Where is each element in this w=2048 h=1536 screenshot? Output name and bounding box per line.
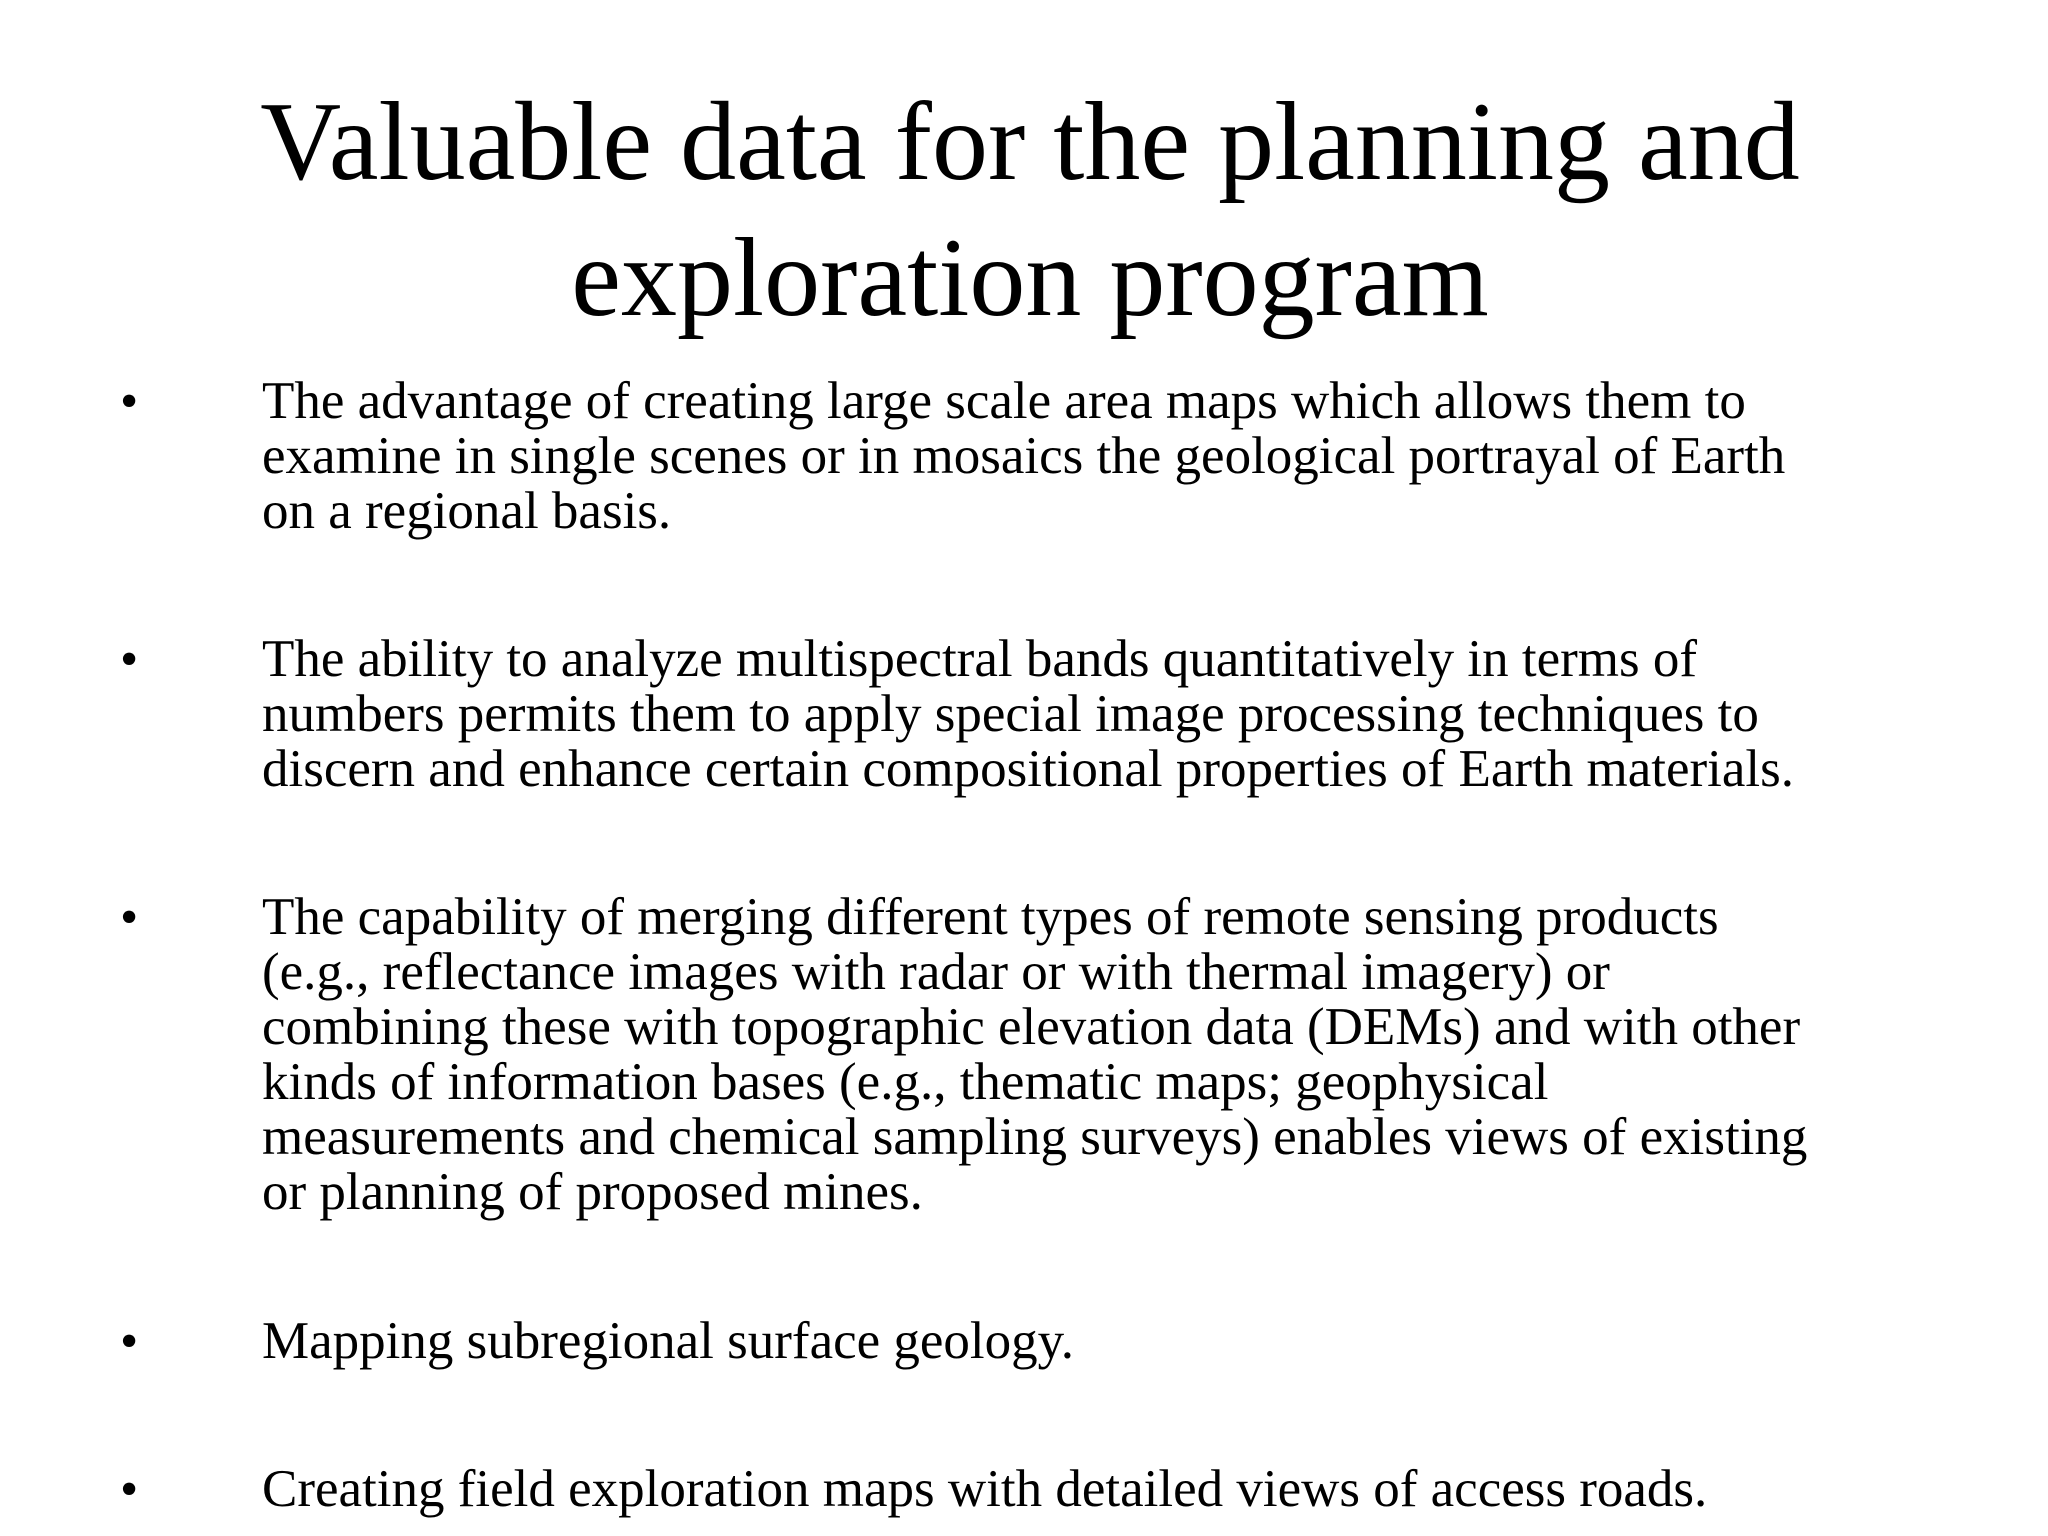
bullet-marker: •	[120, 373, 139, 430]
bullet-line: or planning of proposed mines.	[262, 1163, 923, 1221]
bullet-text	[262, 1462, 1962, 1517]
bullet-line: Mapping subregional surface geology.	[262, 1312, 1074, 1370]
bullet-marker: •	[120, 631, 139, 688]
bullet-marker: •	[120, 889, 139, 946]
bullet-line: examine in single scenes or in mosaics the geological portrayal of Earth	[262, 427, 1786, 485]
slide-title-line-1: Valuable data for the planning and	[260, 80, 1800, 204]
bullet-line: numbers permits them to apply special image processing techniques to	[262, 685, 1759, 743]
bullet-text	[262, 374, 1962, 539]
bullet-line: (e.g., reflectance images with radar or with thermal imagery) or	[262, 943, 1610, 1001]
bullet-text	[262, 890, 1962, 1220]
bullet-text	[262, 1314, 1962, 1369]
bullet-line: The capability of merging different types of remote sensing products	[262, 888, 1719, 946]
bullet-line: The ability to analyze multispectral bands quantitatively in terms of	[262, 630, 1698, 688]
bullet-marker: •	[120, 1313, 139, 1370]
bullet-line: Creating field exploration maps with detailed views of access roads.	[262, 1460, 1708, 1518]
bullet-line: measurements and chemical sampling surveys) enables views of existing	[262, 1108, 1808, 1166]
bullet-line: The advantage of creating large scale area maps which allows them to	[262, 372, 1746, 430]
bullet-line: combining these with topographic elevation data (DEMs) and with other	[262, 998, 1801, 1056]
bullet-line: on a regional basis.	[262, 482, 672, 540]
bullet-line: kinds of information bases (e.g., thematic maps; geophysical	[262, 1053, 1549, 1111]
bullet-text	[262, 632, 1962, 797]
bullet-line: discern and enhance certain compositional properties of Earth materials.	[262, 740, 1794, 798]
bullet-marker: •	[120, 1461, 139, 1518]
slide-title-line-2: exploration program	[571, 216, 1489, 340]
